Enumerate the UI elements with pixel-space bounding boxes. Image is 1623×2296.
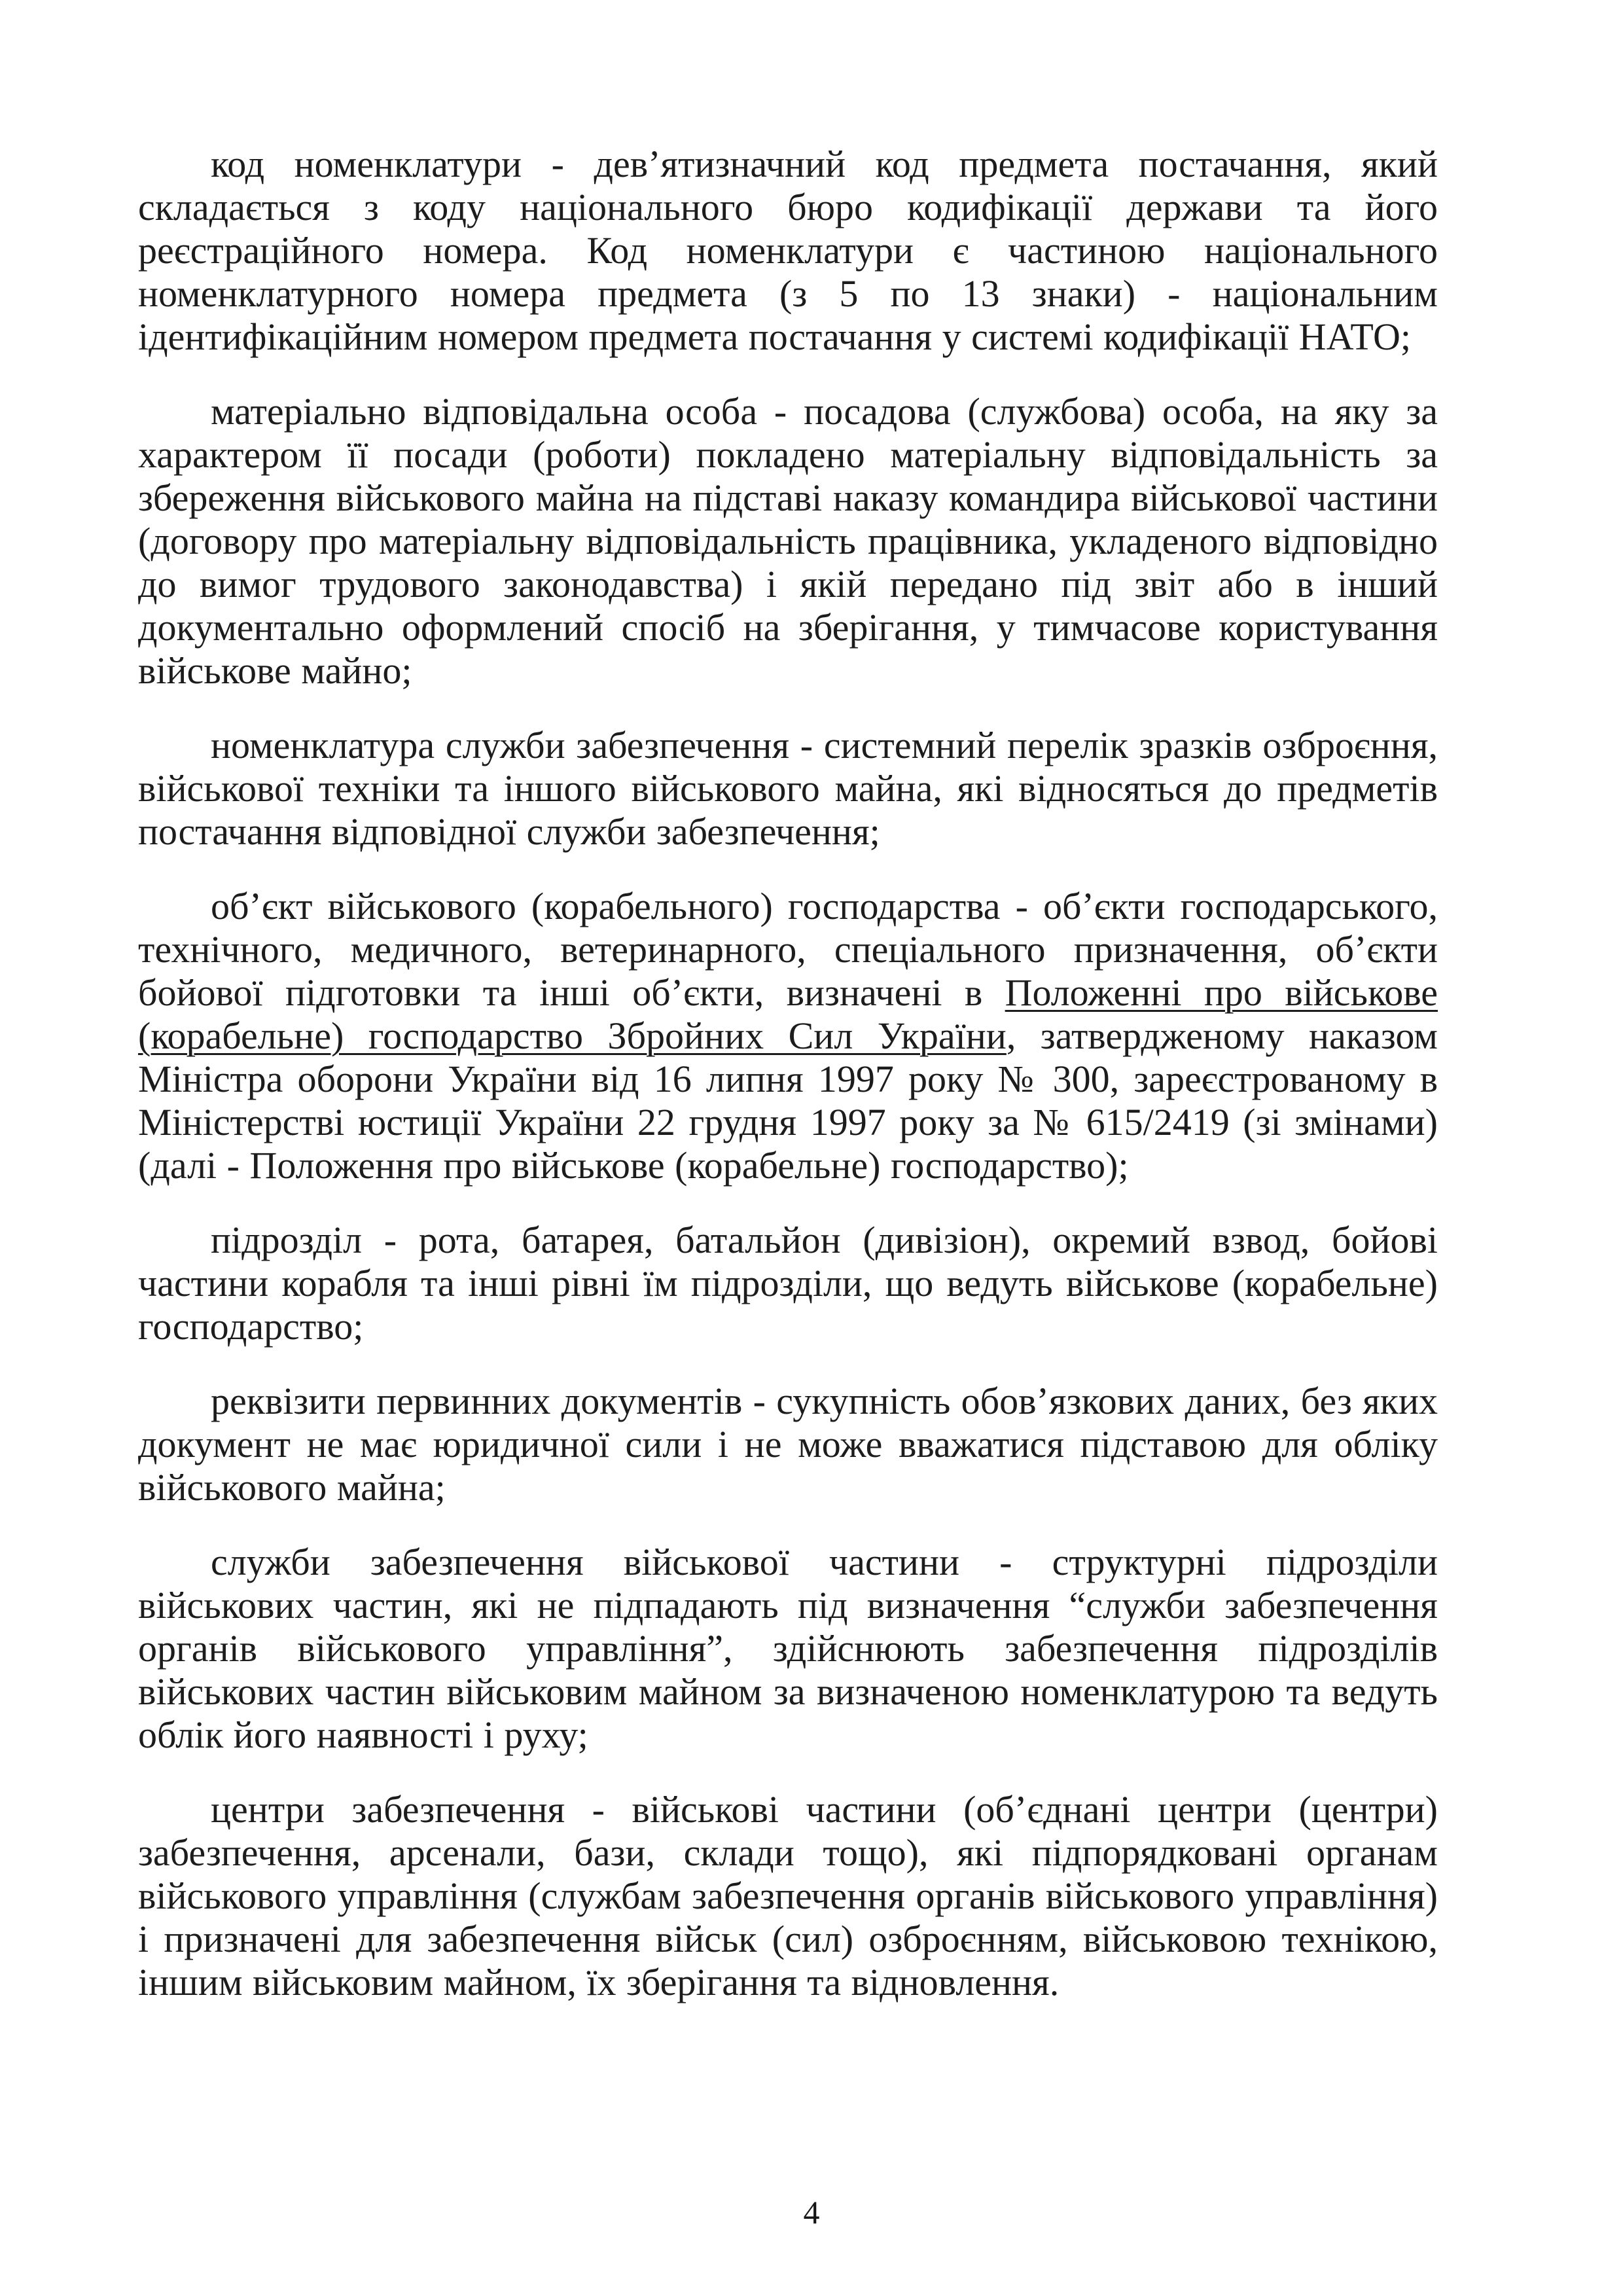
text-segment: підрозділ - рота, батарея, батальйон (дивізіон), окремий взвод, бойові частини корабля та інші рівні їм підрозділи, що ведуть військове (корабельне) господарство;: [138, 1219, 1438, 1348]
text-segment: служби забезпечення військової частини - структурні підрозділи військових частин, які не підпадають під визначення “служби забезпечення органів військового управління”, здійснюють забезпечення підрозділів військових частин військовим майном за визначеною номенклатурою та ведуть облік його наявності і руху;: [138, 1541, 1438, 1756]
paragraph: [138, 1219, 1438, 1348]
paragraph: [138, 390, 1438, 692]
text-segment: об’єкт військового (корабельного) господарства - об’єкти господарського, технічного, медичного, ветеринарного, спеціального призначення, об’єкти бойової підготовки та інші об’єкти, визначені в: [138, 885, 1438, 1014]
text-segment: , затвердженому наказом Міністра оборони України від 16 липня 1997 року № 300, зареєстрованому в Міністерстві юстиції України 22 грудня 1997 року за № 615/2419 (зі змінами) (далі - Положення про військове (корабельне) господарство);: [138, 1014, 1438, 1187]
paragraph: [138, 1541, 1438, 1757]
paragraph: [138, 1380, 1438, 1509]
text-segment: номенклатура служби забезпечення - системний перелік зразків озброєння, військової техніки та іншого військового майна, які відносяться до предметів постачання відповідної служби забезпечення;: [138, 724, 1438, 853]
text-segment: реквізити первинних документів - сукупність обов’язкових даних, без яких документ не має юридичної сили і не може вважатися підставою для обліку військового майна;: [138, 1380, 1438, 1509]
page-number: 4: [803, 2194, 820, 2231]
text-segment: центри забезпечення - військові частини (об’єднані центри (центри) забезпечення, арсенали, бази, склади тощо), які підпорядковані органам військового управління (службам забезпечення органів військового управління) і призначені для забезпечення військ (сил) озброєнням, військовою технікою, іншим військовим майном, їх зберігання та відновлення.: [138, 1788, 1438, 2003]
text-segment: матеріально відповідальна особа - посадова (службова) особа, на яку за характером її посади (роботи) покладено матеріальну відповідальність за збереження військового майна на підставі наказу командира військової частини (договору про матеріальну відповідальність працівника, укладеного відповідно до вимог трудового законодавства) і якій передано під звіт або в інший документально оформлений спосіб на зберігання, у тимчасове користування військове майно;: [138, 390, 1438, 692]
paragraph: [138, 143, 1438, 359]
paragraph: [138, 885, 1438, 1187]
paragraph: [138, 724, 1438, 853]
legal-reference-link[interactable]: Положенні про військове (корабельне) господарство Збройних Сил України: [138, 971, 1438, 1057]
text-segment: код номенклатури - дев’ятизначний код предмета постачання, який складається з коду національного бюро кодифікації держави та його реєстраційного номера. Код номенклатури є частиною національного номенклатурного номера предмета (з 5 по 13 знаки) - національним ідентифікаційним номером предмета постачання у системі кодифікації НАТО;: [138, 143, 1438, 358]
body-text: [138, 143, 1438, 2004]
paragraph: [138, 1788, 1438, 2004]
